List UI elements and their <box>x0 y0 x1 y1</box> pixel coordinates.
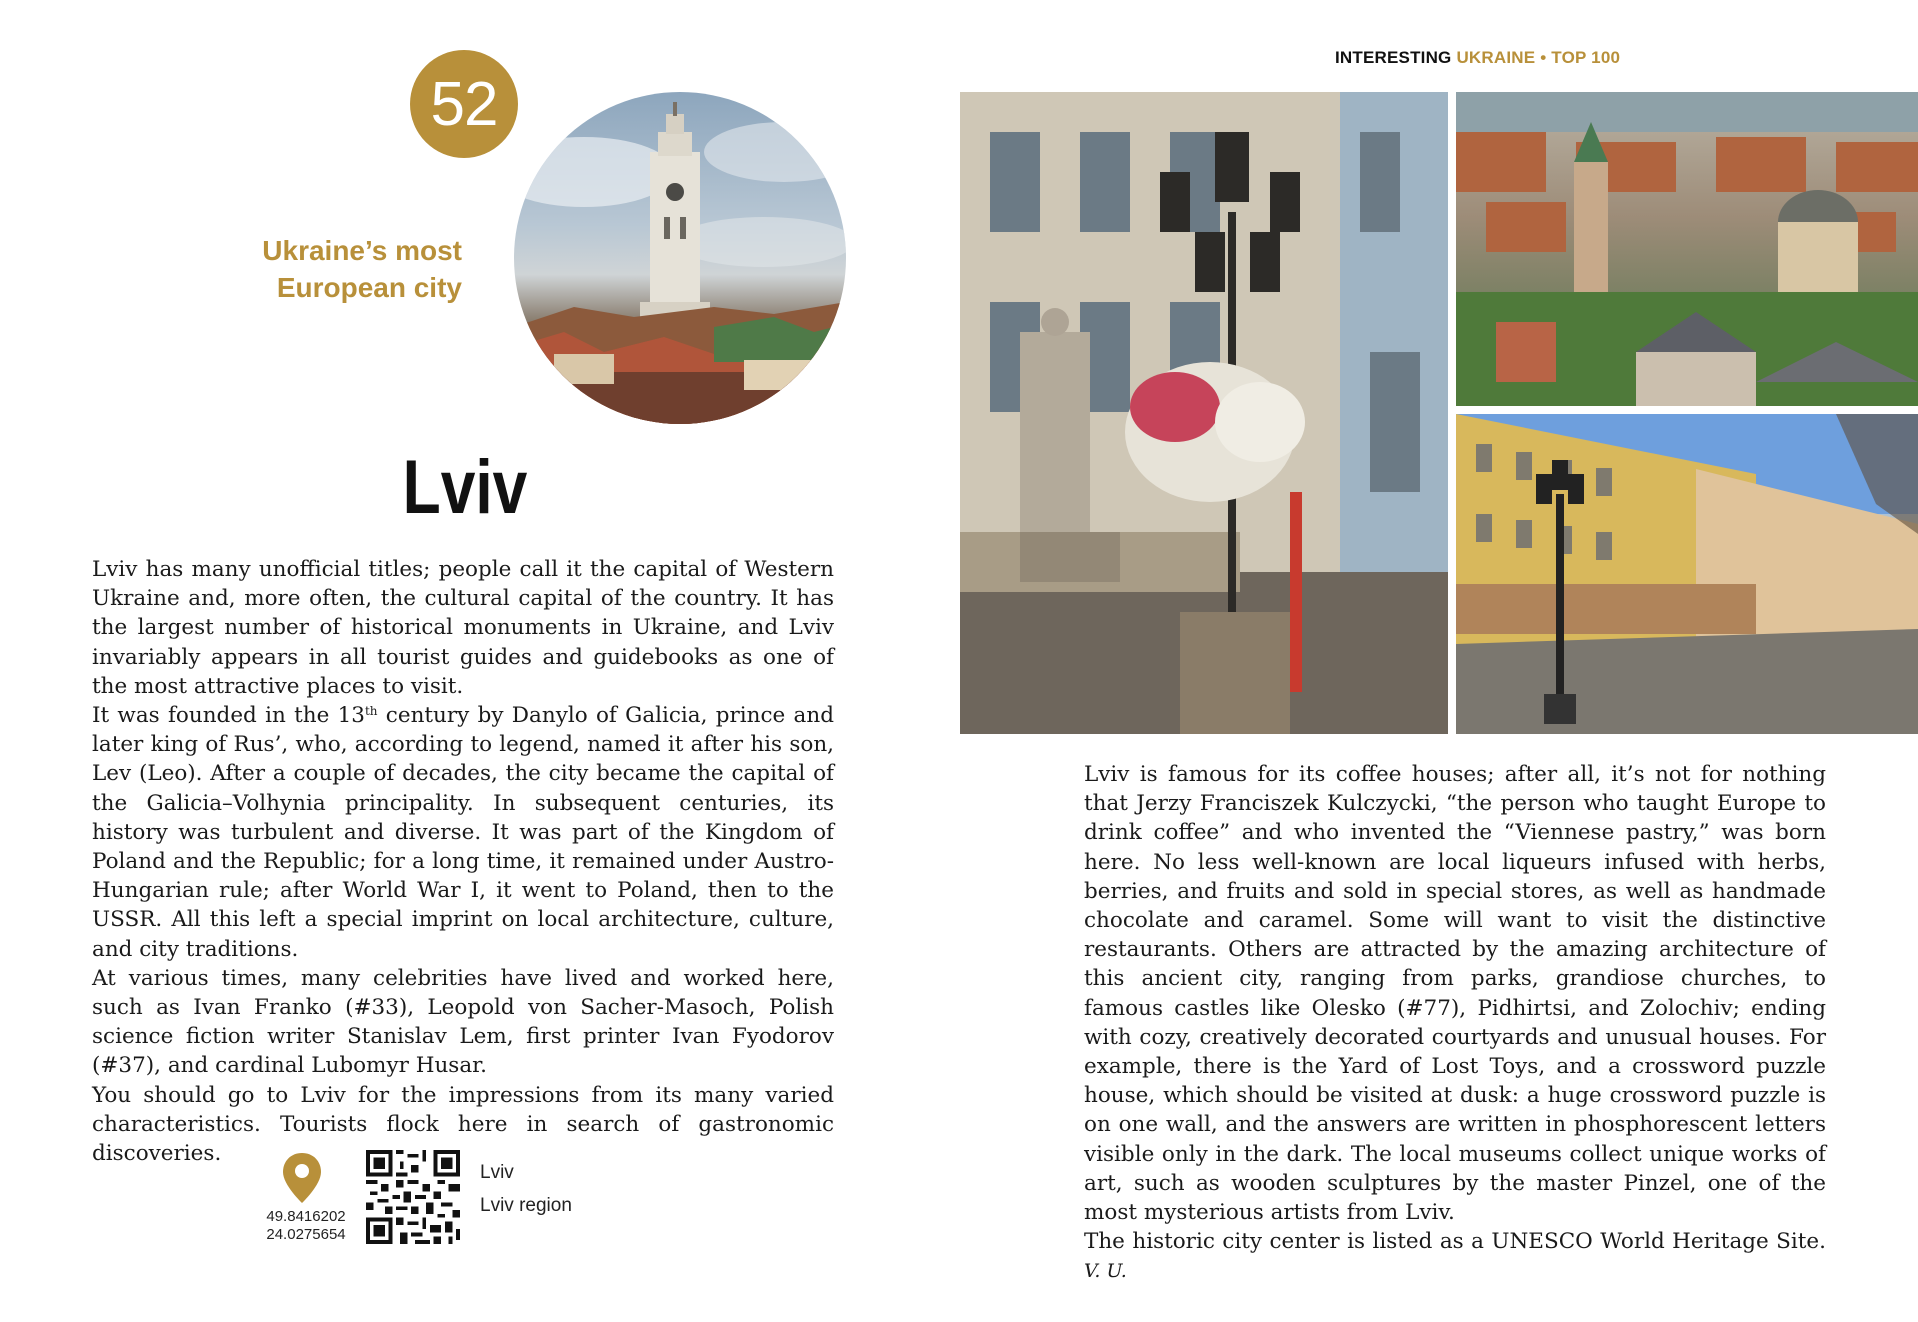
town-hall-photo <box>514 92 846 424</box>
entry-title: Lviv <box>402 445 528 530</box>
subtitle-line-1: Ukraine’s most <box>262 235 462 266</box>
coordinates <box>246 1208 366 1244</box>
header-top100: • TOP 100 <box>1540 48 1621 67</box>
superscript: th <box>364 704 378 719</box>
qr-code-icon[interactable] <box>366 1150 460 1244</box>
latitude: 49.8416202 <box>266 1208 346 1225</box>
location-city: Lviv <box>480 1162 514 1183</box>
paragraph: At various times, many celebrities have lived and worked here, such as Ivan Franko (#33), Leopold von Sacher-Masoch, Polish science fiction writer Stanislav Lem, first printer Ivan Fyodorov (#37), and cardinal Lubomyr Husar. <box>92 965 834 1079</box>
city-panorama-photo <box>1456 92 1918 406</box>
header-country: UKRAINE <box>1456 48 1536 67</box>
header-series: INTERESTING <box>1335 48 1452 67</box>
paragraph-text: It was founded in the 13 <box>92 703 365 729</box>
paragraph: You should go to Lviv for the impressions from its many varied characteristics. Tourists flock here in search of gastronomic discoveries. <box>92 1082 834 1167</box>
location-region: Lviv region <box>480 1195 572 1216</box>
paragraph: Lviv has many unofficial titles; people call it the capital of Western Ukraine and, more often, the cultural capital of the country. It has the largest number of historical monuments in Ukraine, and Lviv invariably appears in all tourist guides and guidebooks as one of the most attractive places to visit. <box>92 557 834 699</box>
longitude: 24.0275654 <box>266 1226 346 1243</box>
entry-subtitle <box>230 232 462 306</box>
market-square-lamp-photo <box>960 92 1448 734</box>
paragraph-text: century by Danylo of Galicia, prince and later king of Rus’, who, according to legend, named it after his son, Lev (Leo). After a couple of decades, the city became the capital of the Galicia–Volhynia principality. In subsequent centuries, its history was turbulent and diverse. It was part of the Kingdom of Poland and the Republic; for a long time, it remained under Austro-Hungarian rule; after World War I, it went to Poland, then to the USSR. All this left a special imprint on local architecture, culture, and city traditions. <box>92 703 834 962</box>
article-text-left <box>92 555 834 1168</box>
article-text-right <box>1084 760 1826 1287</box>
paragraph-text: The historic city center is listed as a UNESCO World Heritage Site. <box>1084 1229 1826 1255</box>
paragraph <box>1084 1227 1826 1286</box>
map-pin-icon <box>281 1152 323 1204</box>
entry-number: 52 <box>430 69 498 139</box>
paragraph: Lviv is famous for its coffee houses; after all, it’s not for nothing that Jerzy Franciszek Kulczycki, “the person who taught Europe to drink coffee” and who invented the “Viennese pastry,” was born here. No less well-known are local liqueurs infused with herbs, berries, and fruits and sold in special stores, as well as handmade chocolate and caramel. Some will want to visit the distinctive restaurants. Others are attracted by the amazing architecture of this ancient city, ranging from parks, grandiose churches, to famous castles like Olesko (#77), Pidhirtsi, and Zolochiv; ending with cozy, creatively decorated courtyards and unusual houses. For example, there is the Yard of Lost Toys, and a crossword puzzle house, which should be visited at dusk: a huge crossword puzzle is on one wall, and the answers are written in phosphorescent letters visible only in the dark. The local museums collect unique works of art, such as wooden sculptures by the master Pinzel, one of the most mysterious artists from Lviv. <box>1084 762 1826 1226</box>
subtitle-line-2: European city <box>276 272 462 303</box>
running-header <box>1335 48 1621 68</box>
author-initials: V. U. <box>1084 1260 1127 1283</box>
paragraph <box>92 701 834 964</box>
entry-number-badge <box>410 50 518 158</box>
rynok-square-photo <box>1456 414 1918 734</box>
